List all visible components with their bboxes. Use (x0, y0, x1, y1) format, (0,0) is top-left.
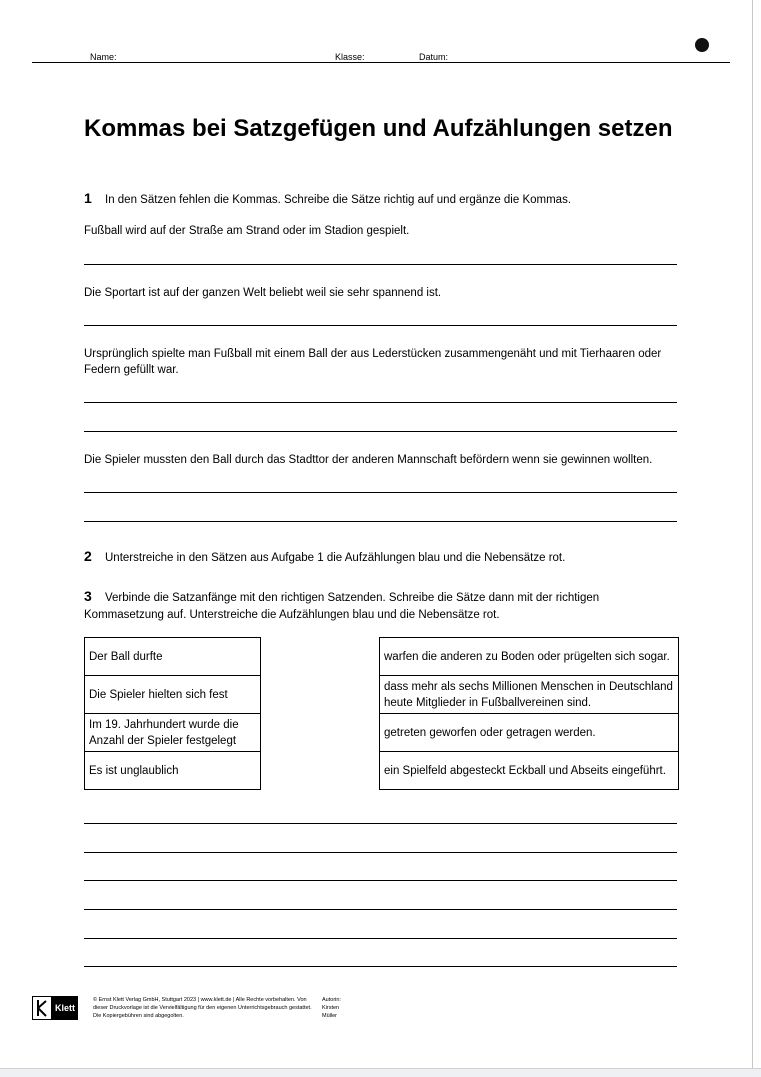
task-2-instruction: Unterstreiche in den Sätzen aus Aufgabe 1 die Aufzählungen blau und die Nebensätze rot. (105, 552, 566, 564)
author-credit: Autorin: Kirsten Müller (322, 997, 341, 1019)
writing-line[interactable] (84, 880, 677, 881)
task-3-instruction: Verbinde die Satzanfänge mit den richtigen Satzenden. Schreibe die Sätze dann mit der richtigen Kommasetzung auf. Unterstreiche die Aufzählungen blau und die Nebensätze rot. (84, 592, 600, 621)
ending-cell[interactable]: warfen die anderen zu Boden oder prügelten sich sogar. (380, 638, 678, 676)
header-divider (32, 62, 730, 63)
sentence-3: Ursprünglich spielte man Fußball mit einem Ball der aus Lederstücken zusammengenäht und mit Tierhaaren oder Federn gefüllt war. (84, 348, 662, 376)
klett-logo-text: Klett (52, 996, 78, 1020)
writing-line[interactable] (84, 938, 677, 939)
page-title: Kommas bei Satzgefügen und Aufzählungen setzen (84, 115, 673, 142)
copyright-notice: © Ernst Klett Verlag GmbH, Stuttgart 2023 | www.klett.de | Alle Rechte vorbehalten. Von dieser Druckvorlage ist die Vervielfältigung für den eigenen Unterrichtsgebrauch gestattet. Die Kopiergebühren sind abgegolten. (93, 997, 312, 1019)
beginning-cell[interactable]: Der Ball durfte (85, 638, 260, 676)
writing-line[interactable] (84, 521, 677, 522)
writing-line[interactable] (84, 852, 677, 853)
sentence-1: Fußball wird auf der Straße am Strand oder im Stadion gespielt. (84, 225, 410, 237)
ending-cell[interactable]: dass mehr als sechs Millionen Menschen in Deutschland heute Mitglieder in Fußballvereinen sind. (380, 676, 678, 714)
sentence-4: Die Spieler mussten den Ball durch das Stadttor der anderen Mannschaft befördern wenn sie gewinnen wollten. (84, 454, 653, 466)
sentence-endings-box (379, 637, 679, 790)
marker-dot-icon (695, 38, 709, 52)
beginning-cell[interactable]: Die Spieler hielten sich fest (85, 676, 260, 714)
task-1-heading (84, 190, 684, 209)
writing-line[interactable] (84, 402, 677, 403)
page-edge (752, 0, 753, 1076)
writing-line[interactable] (84, 264, 677, 265)
sentence-2: Die Sportart ist auf der ganzen Welt beliebt weil sie sehr spannend ist. (84, 287, 442, 299)
task-2-heading (84, 548, 684, 567)
writing-line[interactable] (84, 909, 677, 910)
task-3-number: 3 (84, 588, 92, 604)
writing-line[interactable] (84, 823, 677, 824)
beginning-cell[interactable]: Es ist unglaublich (89, 764, 179, 777)
name-label: Name: (90, 52, 117, 62)
writing-line[interactable] (84, 966, 677, 967)
date-label: Datum: (419, 52, 449, 62)
ending-cell[interactable]: getreten geworfen oder getragen werden. (380, 714, 678, 752)
writing-line[interactable] (84, 492, 677, 493)
task-3-heading (84, 588, 664, 624)
task-2-number: 2 (84, 548, 92, 564)
task-1-instruction: In den Sätzen fehlen die Kommas. Schreibe die Sätze richtig auf und ergänze die Kommas. (105, 194, 572, 206)
beginning-cell[interactable]: Im 19. Jahrhundert wurde die Anzahl der Spieler festgelegt (85, 714, 260, 752)
task-1-number: 1 (84, 190, 92, 206)
writing-line[interactable] (84, 431, 677, 432)
class-label: Klasse: (335, 52, 365, 62)
klett-logo-icon (32, 996, 52, 1020)
sentence-beginnings-box (84, 637, 261, 790)
writing-line[interactable] (84, 325, 677, 326)
klett-logo (32, 996, 78, 1020)
ending-cell[interactable]: ein Spielfeld abgesteckt Eckball und Abseits eingeführt. (384, 764, 666, 777)
